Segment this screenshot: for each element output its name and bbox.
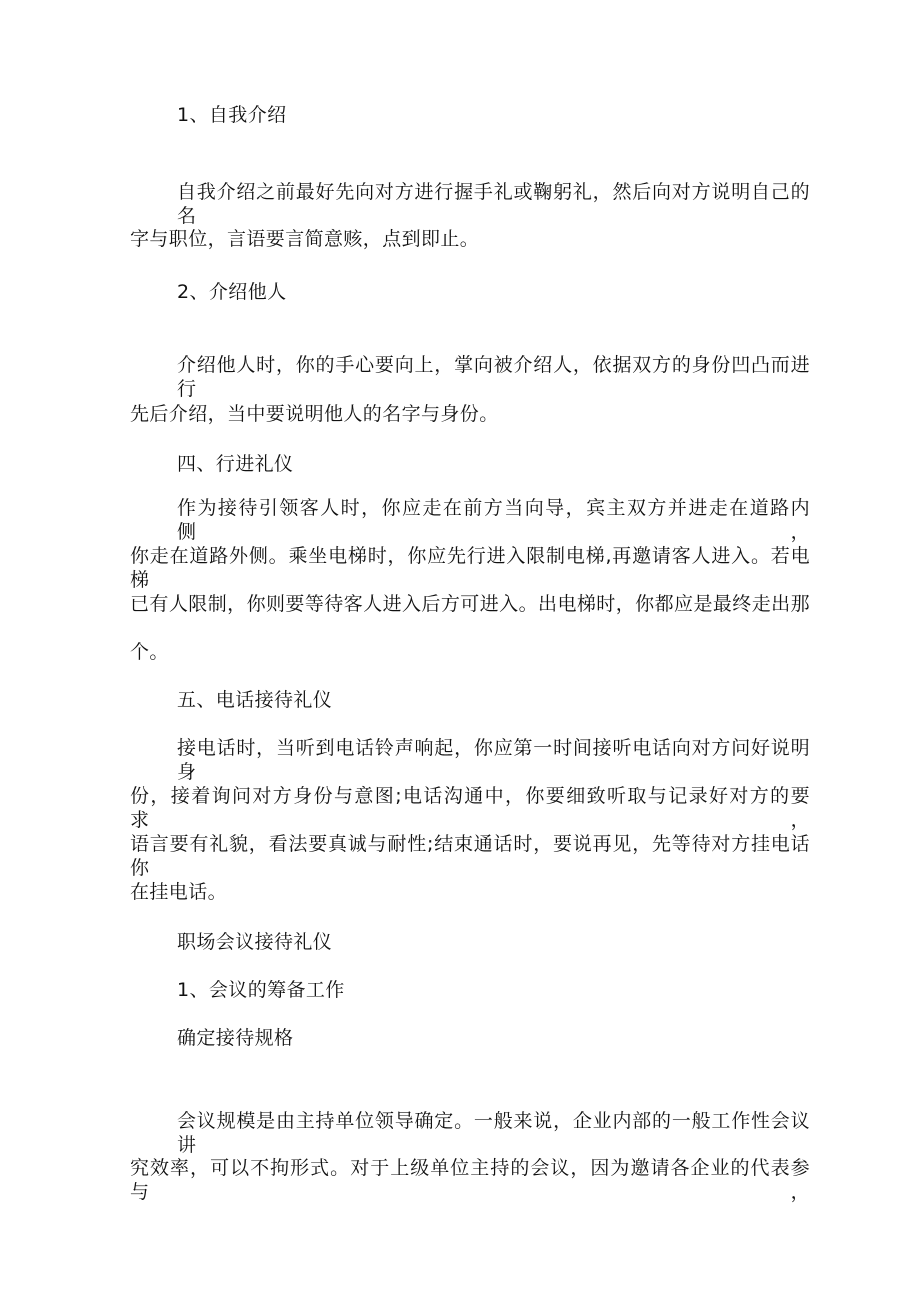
paragraph-line: 究效率，可以不拘形式。对于上级单位主持的会议，因为邀请各企业的代表参与， xyxy=(130,1157,810,1203)
heading-walking-etiquette: 四、行进礼仪 xyxy=(177,453,294,475)
paragraph-line: 会议规模是由主持单位领导确定。一般来说，企业内部的一般工作性会议讲 xyxy=(177,1110,810,1156)
paragraph-line: 你走在道路外侧。乘坐电梯时，你应先行进入限制电梯,再邀请客人进入。若电梯 xyxy=(130,545,810,591)
paragraph-line: 个。 xyxy=(130,641,169,663)
heading-introduce-others: 2、介绍他人 xyxy=(177,281,287,303)
paragraph-line: 字与职位，言语要言简意赅，点到即止。 xyxy=(130,228,480,250)
paragraph-line: 作为接待引领客人时，你应走在前方当向导，宾主双方并进走在道路内侧， xyxy=(177,497,810,543)
paragraph-line: 份，接着询问对方身份与意图;电话沟通中，你要细致听取与记录好对方的要求， xyxy=(130,785,810,831)
paragraph-line: 已有人限制，你则要等待客人进入后方可进入。出电梯时，你都应是最终走出那 xyxy=(130,593,810,615)
paragraph-line: 语言要有礼貌，看法要真诚与耐性;结束通话时，要说再见，先等待对方挂电话你 xyxy=(130,833,810,879)
heading-self-introduction: 1、自我介绍 xyxy=(177,104,287,126)
paragraph-line: 接电话时，当听到电话铃声响起，你应第一时间接听电话向对方问好说明身 xyxy=(177,737,810,783)
heading-reception-standard: 确定接待规格 xyxy=(177,1027,294,1049)
heading-meeting-preparation: 1、会议的筹备工作 xyxy=(177,979,345,1001)
paragraph-line: 介绍他人时，你的手心要向上，掌向被介绍人，依据双方的身份凹凸而进行 xyxy=(177,354,810,400)
paragraph-line: 先后介绍，当中要说明他人的名字与身份。 xyxy=(130,403,499,425)
paragraph-line: 自我介绍之前最好先向对方进行握手礼或鞠躬礼，然后向对方说明自己的名 xyxy=(177,181,810,227)
heading-phone-etiquette: 五、电话接待礼仪 xyxy=(177,689,333,711)
paragraph-line: 在挂电话。 xyxy=(130,881,228,903)
heading-meeting-etiquette: 职场会议接待礼仪 xyxy=(177,931,333,953)
